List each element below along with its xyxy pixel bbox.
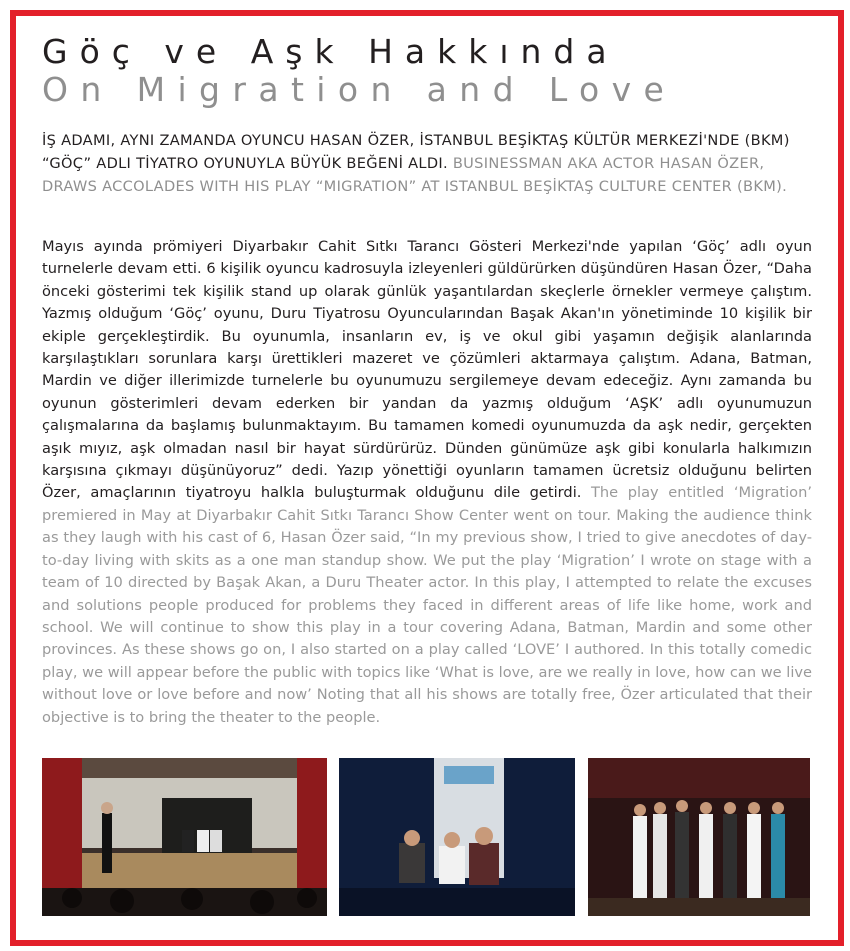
- article-body: [42, 236, 812, 729]
- stage-photo-2: [339, 758, 575, 916]
- title-turkish: Göç ve Aşk Hakkında: [42, 32, 619, 71]
- stage-photo-1: [42, 758, 327, 916]
- lead-paragraph: [42, 129, 814, 198]
- lead-turkish: İŞ ADAMI, AYNI ZAMANDA OYUNCU HASAN ÖZER, İSTANBUL BEŞİKTAŞ KÜLTÜR MERKEZİ'NDE (BKM) “GÖÇ” ADLI TİYATRO OYUNUYLA BÜYÜK BEĞENİ ALDI.: [42, 132, 790, 172]
- stage-photo-3: [588, 758, 810, 916]
- title-english: On Migration and Love: [42, 70, 677, 109]
- body-turkish: Mayıs ayında prömiyeri Diyarbakır Cahit Sıtkı Tarancı Gösteri Merkezi'nde yapılan ‘Göç’ adlı oyun turnelerle devam etti. 6 kişilik oyuncu kadrosuyla izleyenleri güldürürken düşündüren Hasan Özer, “Daha önceki gösterimi tek kişilik stand up olarak günlük yaşantılardan skeçlerle örnekler vermeye çalıştım. Yazmış olduğum ‘Göç’ oyunu, Duru Tiyatrosu Oyuncularından Başak Akan'ın yönetiminde 10 kişilik bir ekiple gerçekleştirdik. Bu oyunumla, insanların ev, iş ve okul gibi yaşamın değişik alanlarında karşılaştıkları sorunlara karşı ürettikleri mazeret ve çözümleri aktarmaya çalıştım. Adana, Batman, Mardin ve diğer illerimizde turnelerle bu oyunumuzu sergilemeye devam edeceğiz. Aynı zamanda bu oyunun gösterimleri devam ederken bir yandan da yazmış olduğum ‘AŞK’ adlı oyunumuzun çalışmalarına da başlamış bulunmaktayım. Bu tamamen komedi oyunumuzda da aşk nedir, gerçekten aşık mıyız, aşk olmadan nasıl bir hayat sürdürürüz. Dünden günümüze aşk gibi konularla halkımızın karşısına çıkmayı düşünüyoruz” dedi. Yazıp yönettiği oyunların tamamen ücretsiz olduğunu belirten Özer, amaçlarının tiyatroyu halkla buluşturmak olduğunu dile getirdi.: [42, 238, 812, 502]
- lead-english: BUSINESSMAN AKA ACTOR HASAN ÖZER, DRAWS ACCOLADES WITH HIS PLAY “MIGRATION” AT ISTANBUL BEŞİKTAŞ CULTURE CENTER (BKM).: [42, 155, 788, 195]
- body-english: The play entitled ‘Migration’ premiered in May at Diyarbakır Cahit Sıtkı Tarancı Show Center went on tour. Making the audience think as they laugh with his cast of 6, Hasan Özer said, “In my previous show, I tried to give anecdotes of day-to-day living with skits as a one man standup show. We put the play ‘Migration’ I wrote on stage with a team of 10 directed by Başak Akan, a Duru Theater actor. In this play, I attempted to relate the excuses and solutions people produced for problems they faced in different areas of life like home, work and school. We will continue to show this play in a tour covering Adana, Batman, Mardin and some other provinces. As these shows go on, I also started on a play called ‘LOVE’ I authored. In this totally comedic play, we will appear before the public with topics like ‘What is love, are we really in love, how can we live without love or love before and now’ Noting that all his shows are totally free, Özer articulated that their objective is to bring the theater to the people.: [42, 484, 813, 726]
